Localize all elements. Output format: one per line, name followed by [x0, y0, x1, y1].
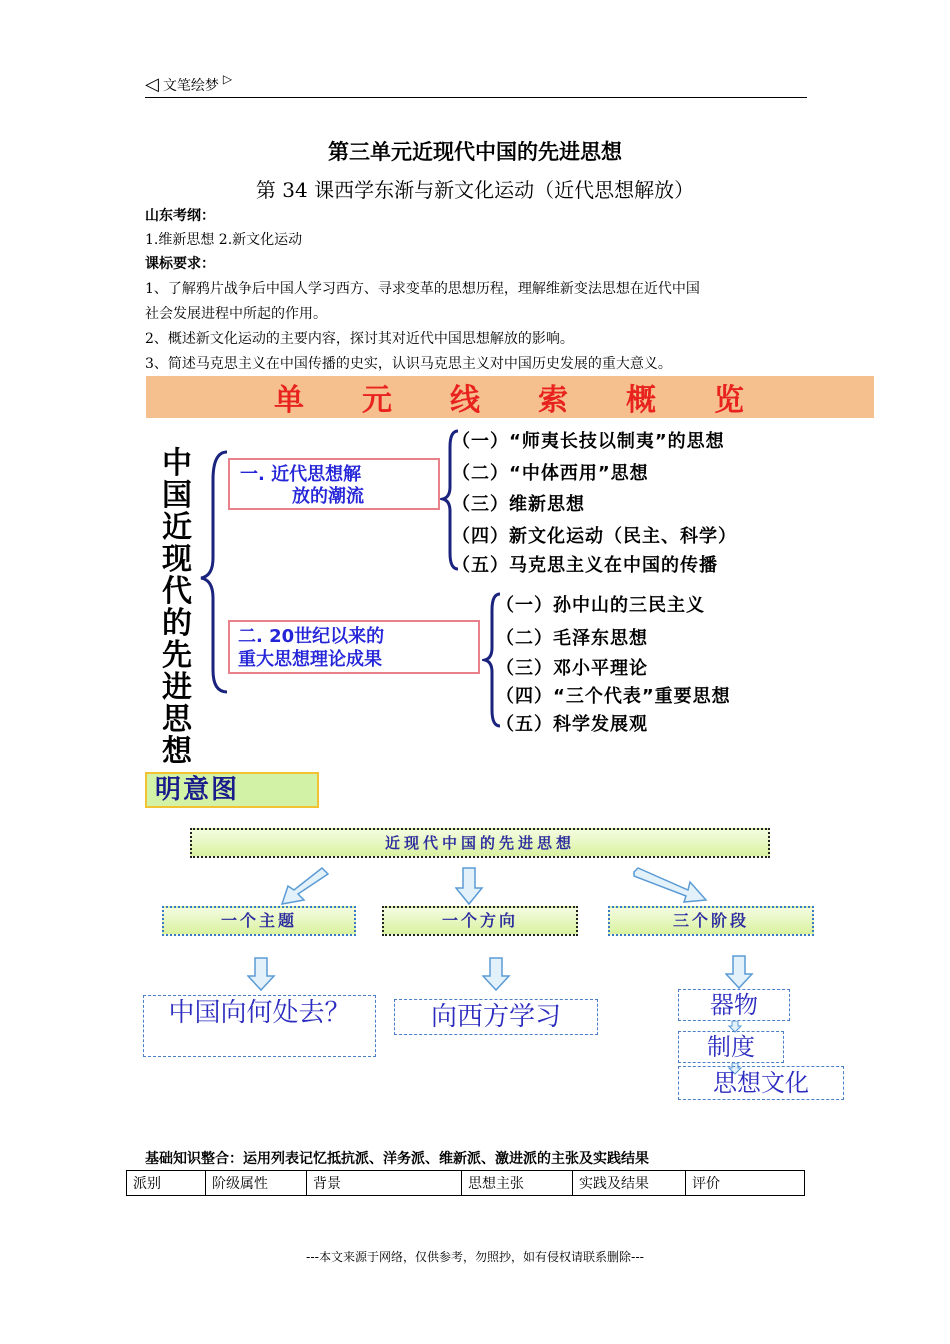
table-header-cell: 派别 [127, 1171, 206, 1196]
branch1-item: （五）马克思主义在中国的传播 [452, 555, 718, 576]
branch1-item: （三）维新思想 [452, 494, 585, 515]
overview-banner-text [146, 376, 874, 418]
integration-label: 基础知识整合：运用列表记忆抵抗派、洋务派、维新派、激进派的主张及实践结果 [145, 1151, 649, 1167]
table-header-cell: 思想主张 [462, 1171, 573, 1196]
banner-char: 概 [626, 383, 658, 418]
schematic-top-box: 近现代中国的先进思想 [190, 828, 770, 858]
table-row [127, 1171, 805, 1196]
branch1-item: （一）“师夷长技以制夷”的思想 [452, 431, 725, 452]
vertical-title: 中国近现代的先进思想 [162, 446, 192, 769]
table-header-cell: 阶级属性 [206, 1171, 307, 1196]
branch2-item: （三）邓小平理论 [496, 658, 648, 679]
banner-char: 览 [714, 383, 746, 418]
page-footer: ---本文来源于网络，仅供参考，勿照抄，如有侵权请联系删除--- [306, 1250, 644, 1264]
answer-where-china: 中国向何处去？ [143, 995, 376, 1057]
arrow-down-icon [725, 954, 755, 990]
branch2-item: （四）“三个代表”重要思想 [496, 686, 731, 707]
stage-thought-culture: 思想文化 [678, 1066, 844, 1100]
banner-char: 索 [538, 383, 570, 418]
branch2-line-2: 重大思想理论成果 [238, 649, 382, 670]
right-triangle-icon: ▷ [222, 71, 233, 86]
header-brand: 文笔绘梦 [162, 77, 219, 94]
page-header [145, 71, 233, 95]
branch2-item: （五）科学发展观 [496, 714, 648, 735]
lesson-subtitle: 第 34 课西学东渐与新文化运动（近代思想解放） [255, 178, 695, 202]
stages-box: 三个阶段 [608, 906, 814, 936]
banner-char: 线 [450, 383, 482, 418]
direction-box: 一个方向 [382, 906, 578, 936]
left-triangle-icon: ◁ [145, 74, 159, 95]
banner-char: 元 [362, 383, 394, 418]
branch1-line-2: 放的潮流 [292, 486, 364, 507]
shandong-label: 山东考纲： [145, 208, 215, 224]
branch2-box [228, 620, 480, 674]
arrow-down-right-icon [630, 866, 710, 906]
header-divider [145, 97, 807, 98]
stage-institutions: 制度 [678, 1031, 784, 1063]
requirement-1-line-1: 1、了解鸦片战争后中国人学习西方、寻求变革的思想历程，理解维新变法思想在近代中国 [145, 281, 700, 297]
banner-char: 单 [274, 383, 306, 418]
branch1-item: （二）“中体西用”思想 [452, 463, 649, 484]
branch1-line-1: 一. 近代思想解 [240, 464, 362, 485]
branch1-item: （四）新文化运动（民主、科学） [452, 526, 737, 547]
branch2-item: （二）毛泽东思想 [496, 628, 648, 649]
branch2-line-1: 二. 20世纪以来的 [238, 626, 385, 647]
arrow-down-icon [247, 956, 277, 992]
table-header-cell: 实践及结果 [573, 1171, 686, 1196]
requirement-1-line-2: 社会发展进程中所起的作用。 [145, 306, 327, 322]
requirement-3: 3、简述马克思主义在中国传播的史实，认识马克思主义对中国历史发展的重大意义。 [145, 356, 672, 372]
answer-learn-west: 向西方学习 [394, 999, 598, 1035]
table-header-cell: 评价 [686, 1171, 805, 1196]
table-header-cell: 背景 [307, 1171, 462, 1196]
page-title: 第三单元近现代中国的先进思想 [328, 140, 622, 164]
arrow-down-icon [482, 956, 512, 992]
theme-box: 一个主题 [162, 906, 356, 936]
integration-table [126, 1170, 805, 1196]
branch2-item: （一）孙中山的三民主义 [496, 595, 705, 616]
branch1-box [228, 458, 440, 510]
shandong-text: 1.维新思想 2.新文化运动 [145, 232, 303, 248]
kebiao-label: 课标要求： [145, 256, 215, 272]
schematic-label: 明意图 [145, 772, 319, 808]
arrow-down-icon [455, 866, 485, 906]
arrow-down-left-icon [270, 866, 330, 908]
stage-implements: 器物 [678, 989, 790, 1021]
requirement-2: 2、概述新文化运动的主要内容，探讨其对近代中国思想解放的影响。 [145, 331, 574, 347]
